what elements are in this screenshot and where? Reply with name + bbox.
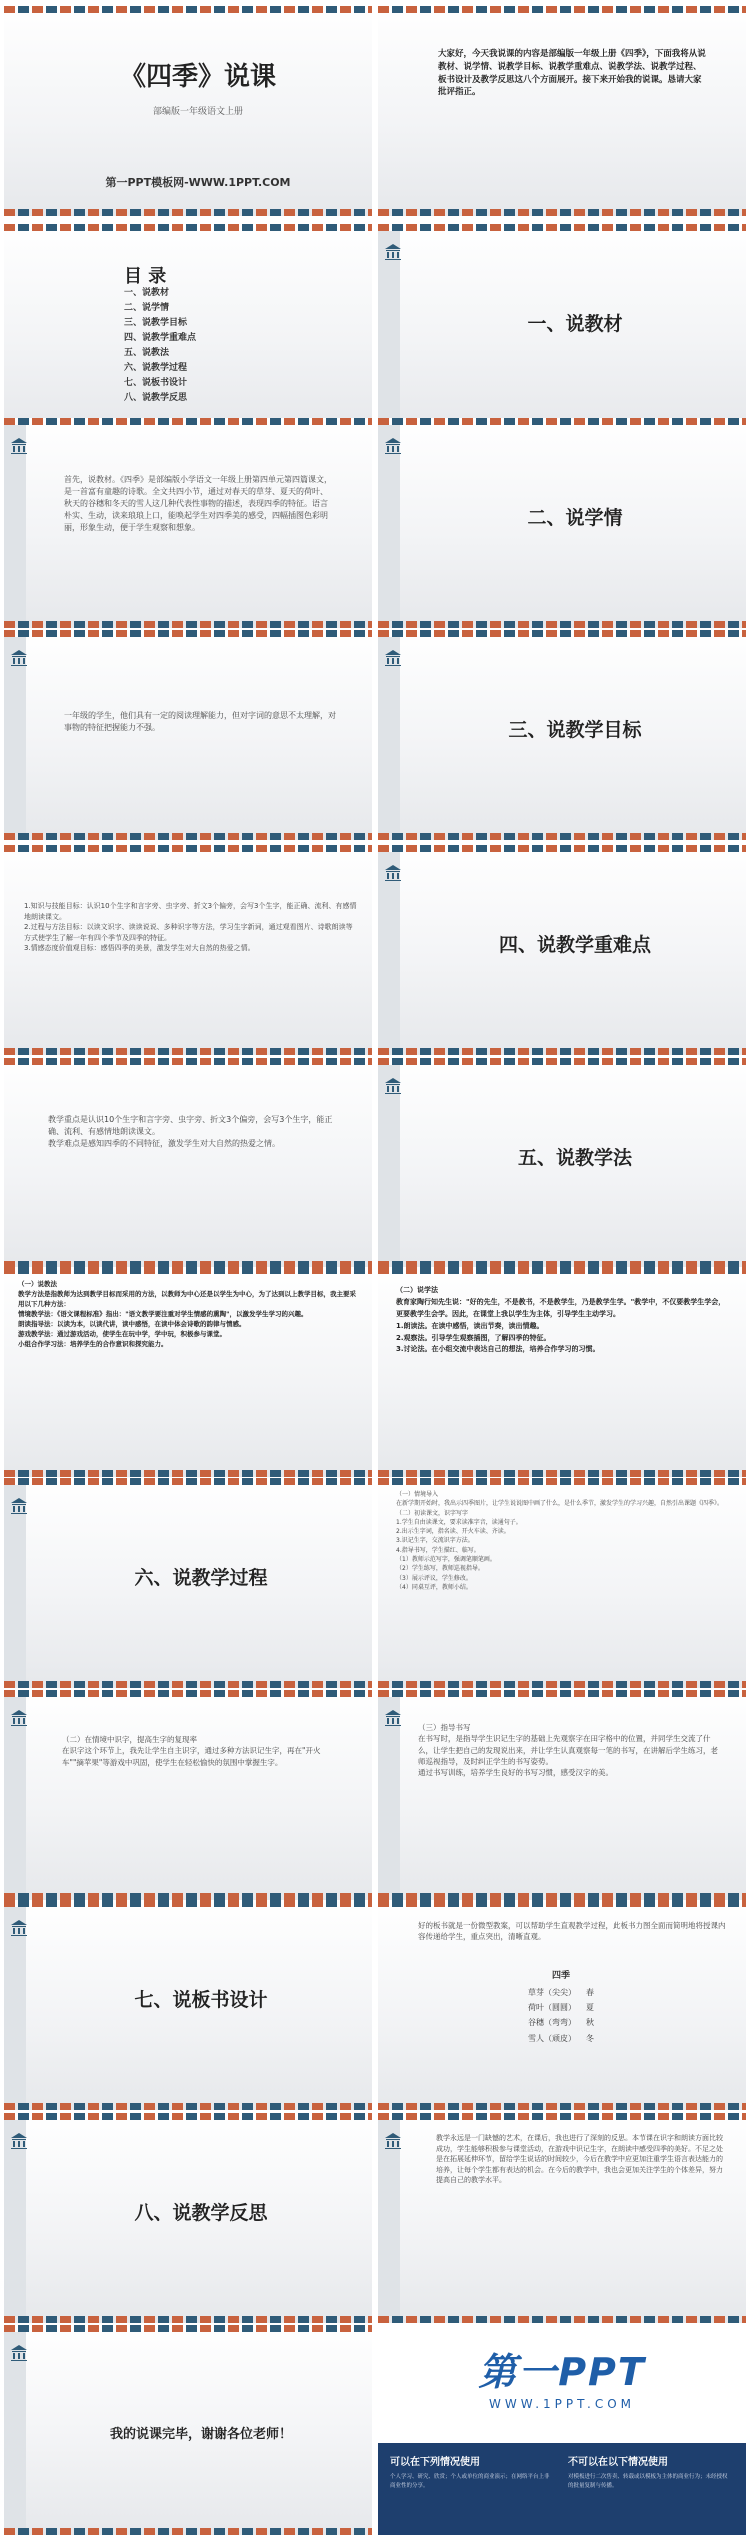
slide-1-title[interactable]: [4, 6, 372, 216]
body-text: 一年级的学生，他们具有一定的阅读理解能力，但对字词的意思不太理解，对事物的特征把握能力不强。: [64, 711, 336, 732]
body-text: （二）说学法 教育家陶行知先生说："好的先生，不是教书，不是教学生，乃是教学生学。"教学中，不仅要教学生学会，更要教学生会学。因此，在课堂上我以学生为主体，引导学生主动学习。 1.朗读法。在读中感悟，读出节奏，读出情趣。 2.观察法。引导学生观察插图，了解四季的特征。 3.讨论法。在小组交流中表达自己的想法，培养合作学习的习惯。: [396, 1286, 726, 1354]
slide-title: 《四季》说课: [119, 62, 276, 91]
section-title: 二、说学情: [527, 507, 623, 529]
body-text: （二）在情境中识字，提高生字的复现率 在识字这个环节上，我先让学生自主识字，通过多种方法识记生字，再在"开火车""摘苹果"等游戏中巩固，使学生在轻松愉快的氛围中掌握生字。: [62, 1735, 321, 1767]
stripe-bottom: [4, 1470, 372, 1477]
usage-allowed: [390, 2453, 550, 2491]
board-row: [528, 2000, 594, 2015]
pillar-icon: [383, 436, 403, 456]
slide-3-toc[interactable]: [4, 224, 372, 434]
slide-22-fansi[interactable]: [378, 2113, 746, 2323]
slide-15-section[interactable]: [4, 1478, 372, 1688]
pillar-icon: [383, 2131, 403, 2151]
pillar-icon: [383, 1708, 403, 1728]
section-title: 五、说教学法: [517, 1147, 632, 1169]
board-row: [528, 2031, 594, 2046]
stripe-bottom: [4, 2316, 372, 2323]
stripe-bottom: [378, 1470, 746, 1477]
toc-item[interactable]: 五、说教法: [124, 348, 170, 358]
usage-forbidden-title: 不可以在以下情况使用: [568, 2457, 668, 2468]
usage-forbidden: [568, 2453, 728, 2491]
promo-header: [378, 2325, 746, 2443]
board-cell: 雪人（顽皮）: [528, 2033, 576, 2043]
stripe-top: [378, 224, 746, 231]
slide-6-section[interactable]: [378, 418, 746, 628]
section-title: 四、说教学重难点: [498, 934, 651, 956]
board-row: [528, 1985, 594, 2000]
website-label: 第一PPT模板网-WWW.1PPT.COM: [105, 176, 291, 189]
section-title: 三、说教学目标: [508, 719, 642, 741]
section-title: 七、说板书设计: [134, 1989, 268, 2011]
slide-2-intro[interactable]: [378, 6, 746, 216]
toc-title: 目 录: [124, 266, 167, 287]
body-text: 首先，说教材。《四季》是部编版小学语文一年级上册第四单元第四篇课文，是一首富有童趣的诗歌。全文共四小节，通过对春天的草芽、夏天的荷叶、秋天的谷穗和冬天的雪人这几种代表性事物的描述，表现四季的特征。语言朴实、生动，读来琅琅上口，能唤起学生对四季美的感受，四幅插图色彩明丽，形象生动，便于学生观察和想象。: [64, 475, 332, 532]
stripe-top: [4, 1690, 372, 1697]
stripe-top: [378, 2113, 746, 2120]
section-title: 六、说教学过程: [134, 1567, 268, 1589]
pillar-icon: [383, 1076, 403, 1096]
stripe-top: [4, 630, 372, 637]
stripe-top: [378, 1058, 746, 1065]
pillar-icon: [9, 2343, 29, 2363]
toc-item[interactable]: 七、说板书设计: [124, 378, 188, 388]
stripe-top: [378, 1690, 746, 1697]
stripe-top: [378, 845, 746, 852]
slide-9-mubiao[interactable]: [4, 845, 372, 1055]
slide-8-section[interactable]: [378, 630, 746, 840]
toc-item[interactable]: 四、说教学重难点: [124, 333, 197, 343]
stripe-top: [4, 418, 372, 425]
board-cell: 谷穗（弯弯）: [528, 2018, 576, 2028]
stripe-top: [378, 1478, 746, 1485]
stripe-top: [378, 418, 746, 425]
slide-23-end[interactable]: [4, 2325, 372, 2535]
board-cell: 冬: [586, 2033, 594, 2043]
slide-11-zhongnandian[interactable]: [4, 1058, 372, 1268]
section-title: 八、说教学反思: [134, 2202, 268, 2224]
stripe-bottom: [378, 833, 746, 840]
toc-item[interactable]: 一、说教材: [124, 288, 170, 298]
board-row: [528, 2015, 594, 2030]
stripe-bottom: [378, 2316, 746, 2323]
slide-16-guocheng[interactable]: [378, 1478, 746, 1688]
slide-12-section[interactable]: [378, 1058, 746, 1268]
intro-text: 大家好，今天我说课的内容是部编版一年级上册《四季》，下面我将从说教材、说学情、说教学目标、说教学重难点、说教学法、说教学过程、板书设计及教学反思这八个方面展开。接下来开始我的说课。恳请大家批评指正。: [438, 49, 706, 98]
toc-item[interactable]: 二、说学情: [124, 303, 170, 313]
stripe-top: [4, 224, 372, 231]
closing-text: 我的说课完毕，谢谢各位老师！: [109, 2427, 292, 2442]
body-text: 好的板书就是一份微型教案，可以帮助学生直观教学过程，此板书力图全面而简明地将授课内容传递给学生，重点突出，清晰直观。: [418, 1921, 726, 1942]
usage-forbidden-text: 对模板进行二次售卖、转载或以模板为主体的商业行为；未经授权的批量复制与传播。: [568, 2474, 728, 2489]
stripe-bottom: [378, 1681, 746, 1688]
stripe-top: [378, 630, 746, 637]
section-title: 一、说教材: [527, 313, 623, 335]
stripe-bottom: [378, 209, 746, 216]
pillar-icon: [9, 648, 29, 668]
body-text: 教学重点是认识10个生字和言字旁、虫字旁、折文3个偏旁，会写3个生字，能正确、流利、有感情地朗读课文。 教学难点是感知四季的不同特征，激发学生对大自然的热爱之情。: [48, 1115, 333, 1148]
slide-21-section[interactable]: [4, 2113, 372, 2323]
stripe-top: [4, 845, 372, 852]
stripe-bottom: [4, 2528, 372, 2535]
stripe-top: [4, 6, 372, 13]
slide-24-promo[interactable]: [378, 2325, 746, 2535]
pillar-icon: [9, 1496, 29, 1516]
pillar-icon: [9, 2131, 29, 2151]
board-cell: 荷叶（圆圆）: [528, 2003, 576, 2013]
slide-13-jiaofa[interactable]: [4, 1267, 372, 1477]
stripe-bottom: [4, 2103, 372, 2110]
stripe-bottom: [378, 621, 746, 628]
slide-5-jiaocai[interactable]: [4, 418, 372, 628]
usage-allowed-title: 可以在下列情况使用: [390, 2457, 480, 2468]
stripe-bottom: [4, 833, 372, 840]
pillar-icon: [9, 436, 29, 456]
brand-logo: 第一PPT: [478, 2350, 646, 2394]
slide-20-banshu[interactable]: [378, 1900, 746, 2110]
body-text: 1.知识与技能目标：认识10个生字和言字旁、虫字旁、折文3个偏旁，会写3个生字，能正确、流利、有感情地朗读课文。 2.过程与方法目标：以读文识字、读读说说、多种识字等方法，学习生字新词，通过观看图片、诗歌朗读等方式使学生了解一年有四个季节及四季的特征。 3.情感态度价值观目标：感悟四季的美景，激发学生对大自然的热爱之情。: [24, 902, 357, 952]
pillar-icon: [9, 1708, 29, 1728]
stripe-bottom: [378, 1048, 746, 1055]
stripe-top: [4, 1058, 372, 1065]
slide-subtitle: 部编版一年级语文上册: [152, 107, 243, 117]
promo-footer: [378, 2443, 746, 2535]
pillar-icon: [383, 242, 403, 262]
stripe-top: [4, 1900, 372, 1907]
slide-14-xuefa[interactable]: [378, 1267, 746, 1477]
body-text: （三）指导书写 在书写时，是指导学生识记生字的基础上先观察字在田字格中的位置，并同学生交流了什么，让学生把自己的发现说出来，并让学生认真观察每一笔的书写，在讲解后学生练习，老师巡视指导，及时纠正学生的书写姿势。 通过书写训练，培养学生良好的书写习惯，感受汉字的美。: [418, 1723, 718, 1777]
toc-item[interactable]: 六、说教学过程: [124, 363, 188, 373]
toc-list: [124, 286, 196, 406]
board-design: [528, 1968, 594, 2046]
stripe-bottom: [378, 1893, 746, 1900]
slide-17-shizi[interactable]: [4, 1690, 372, 1900]
board-cell: 夏: [586, 2003, 594, 2013]
pillar-icon: [9, 1918, 29, 1938]
body-text: （一）情境导入 在新学期开始时，我出示四季图片，让学生说说图中画了什么，是什么季节，激发学生的学习兴趣，自然引出课题《四季》。 （二）初读课文，识字写字 1.学生自由读课文，要求读准字音，读通句子。 2.出示生字词，指名读、开火车读、齐读。 3.识记生字，交流识字方法。 4.指导书写，学生描红、临写。 （1）教师示范写字，强调笔顺笔画。 （2）学生练写，教师巡视指导。 （3）展示评议，学生修改。 （4）同桌互评，教师小结。: [396, 1491, 724, 1591]
toc-item[interactable]: 三、说教学目标: [124, 318, 188, 328]
stripe-bottom: [378, 2103, 746, 2110]
stripe-top: [378, 6, 746, 13]
slide-19-section[interactable]: [4, 1900, 372, 2110]
usage-allowed-text: 个人学习、研究、欣赏；个人或单位的商业演示；在网络平台上非商业性的分享。: [390, 2474, 550, 2489]
stripe-top: [4, 1478, 372, 1485]
body-text: 教学永远是一门缺憾的艺术，在课后，我也进行了深刻的反思。本节课在识字和朗读方面比较成功，学生能够积极参与课堂活动，在游戏中识记生字，在朗读中感受四季的美好。不足之处是在拓展延伸环节，留给学生说话的时间较少，今后在教学中应更加注重学生语言表达能力的培养，让每个学生都有表达的机会。在今后的教学中，我也会更加关注学生的个体差异，努力提高自己的教学水平。: [436, 2134, 723, 2184]
board-cell: 春: [586, 1988, 594, 1998]
stripe-top: [4, 2325, 372, 2332]
pillar-icon: [383, 863, 403, 883]
stripe-bottom: [4, 1681, 372, 1688]
stripe-bottom: [4, 1893, 372, 1900]
slide-4-section[interactable]: [378, 224, 746, 434]
toc-item[interactable]: 八、说教学反思: [124, 393, 188, 403]
stripe-top: [4, 2113, 372, 2120]
stripe-bottom: [4, 621, 372, 628]
pillar-icon: [383, 648, 403, 668]
stripe-top: [378, 1900, 746, 1907]
brand-url[interactable]: WWW.1PPT.COM: [488, 2397, 636, 2411]
body-text: （一）说教法 教学方法是指教师为达到教学目标而采用的方法，以教师为中心还是以学生为中心，为了达到以上教学目标，我主要采用以下几种方法： 情境教学法：《语文课程标准》指出："语文教学要注重对学生情感的熏陶"，以激发学生学习的兴趣。 朗读指导法：以读为本，以读代讲，读中感悟，在读中体会诗歌的韵律与情感。 游戏教学法：通过游戏活动，使学生在玩中学，学中玩，积极参与课堂。 小组合作学习法：培养学生的合作意识和探究能力。: [18, 1280, 356, 1349]
board-cell: 草芽（尖尖）: [528, 1988, 576, 1998]
stripe-top: [378, 1267, 746, 1274]
stripe-bottom: [4, 1048, 372, 1055]
slide-10-section[interactable]: [378, 845, 746, 1055]
board-cell: 秋: [586, 2018, 594, 2028]
stripe-bottom: [4, 209, 372, 216]
board-title: 四季: [551, 1971, 570, 1981]
slide-18-shuxie[interactable]: [378, 1690, 746, 1900]
slide-7-xueqing[interactable]: [4, 630, 372, 840]
stripe-top: [4, 1267, 372, 1274]
